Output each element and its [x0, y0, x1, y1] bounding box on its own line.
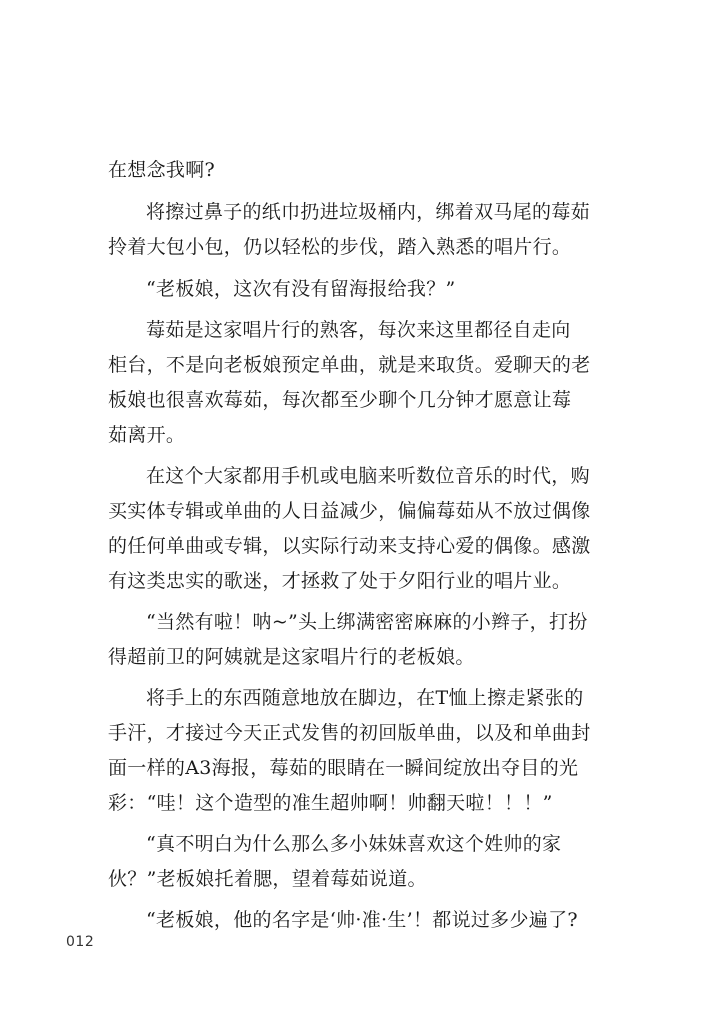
text-line: “当然有啦！呐~”头上绑满密密麻麻的小辫子，打扮	[146, 611, 588, 633]
text-line: 茹离开。	[108, 424, 186, 446]
text-line: “老板娘，这次有没有留海报给我？”	[146, 278, 456, 300]
text-line: 将擦过鼻子的纸巾扔进垃圾桶内，绑着双马尾的莓茹	[146, 201, 590, 223]
text-line: 得超前卫的阿姨就是这家唱片行的老板娘。	[108, 646, 475, 668]
text-line: 在这个大家都用手机或电脑来听数位音乐的时代，购	[146, 465, 590, 487]
text-line: 在想念我啊?	[108, 159, 215, 181]
text-line: 面一样的A3海报，莓茹的眼睛在一瞬间绽放出夺目的光	[108, 757, 579, 779]
text-line: 的任何单曲或专辑，以实际行动来支持心爱的偶像。感激	[108, 535, 591, 557]
text-line: 拎着大包小包，仍以轻松的步伐，踏入熟悉的唱片行。	[108, 236, 572, 258]
text-line: “老板娘，他的名字是‘帅·准·生’！都说过多少遍了?	[146, 909, 578, 931]
text-line: 将手上的东西随意地放在脚边，在T恤上擦走紧张的	[146, 687, 584, 709]
text-line: 有这类忠实的歌迷，才拯救了处于夕阳行业的唱片业。	[108, 570, 572, 592]
text-line: 手汗，才接过今天正式发售的初回版单曲，以及和单曲封	[108, 722, 591, 744]
page-number: 012	[66, 934, 95, 950]
text-line: “真不明白为什么那么多小妹妹喜欢这个姓帅的家	[146, 833, 562, 855]
text-line: 柜台，不是向老板娘预定单曲，就是来取货。爱聊天的老	[108, 354, 591, 376]
text-line: 伙？”老板娘托着腮，望着莓茹说道。	[108, 868, 427, 890]
text-line: 彩：“哇！这个造型的准生超帅啊！帅翻天啦！！！”	[108, 792, 553, 814]
text-line: 买实体专辑或单曲的人日益减少，偏偏莓茹从不放过偶像	[108, 500, 591, 522]
text-line: 莓茹是这家唱片行的熟客，每次来这里都径自走向	[146, 319, 571, 341]
text-line: 板娘也很喜欢莓茹，每次都至少聊个几分钟才愿意让莓	[108, 389, 572, 411]
